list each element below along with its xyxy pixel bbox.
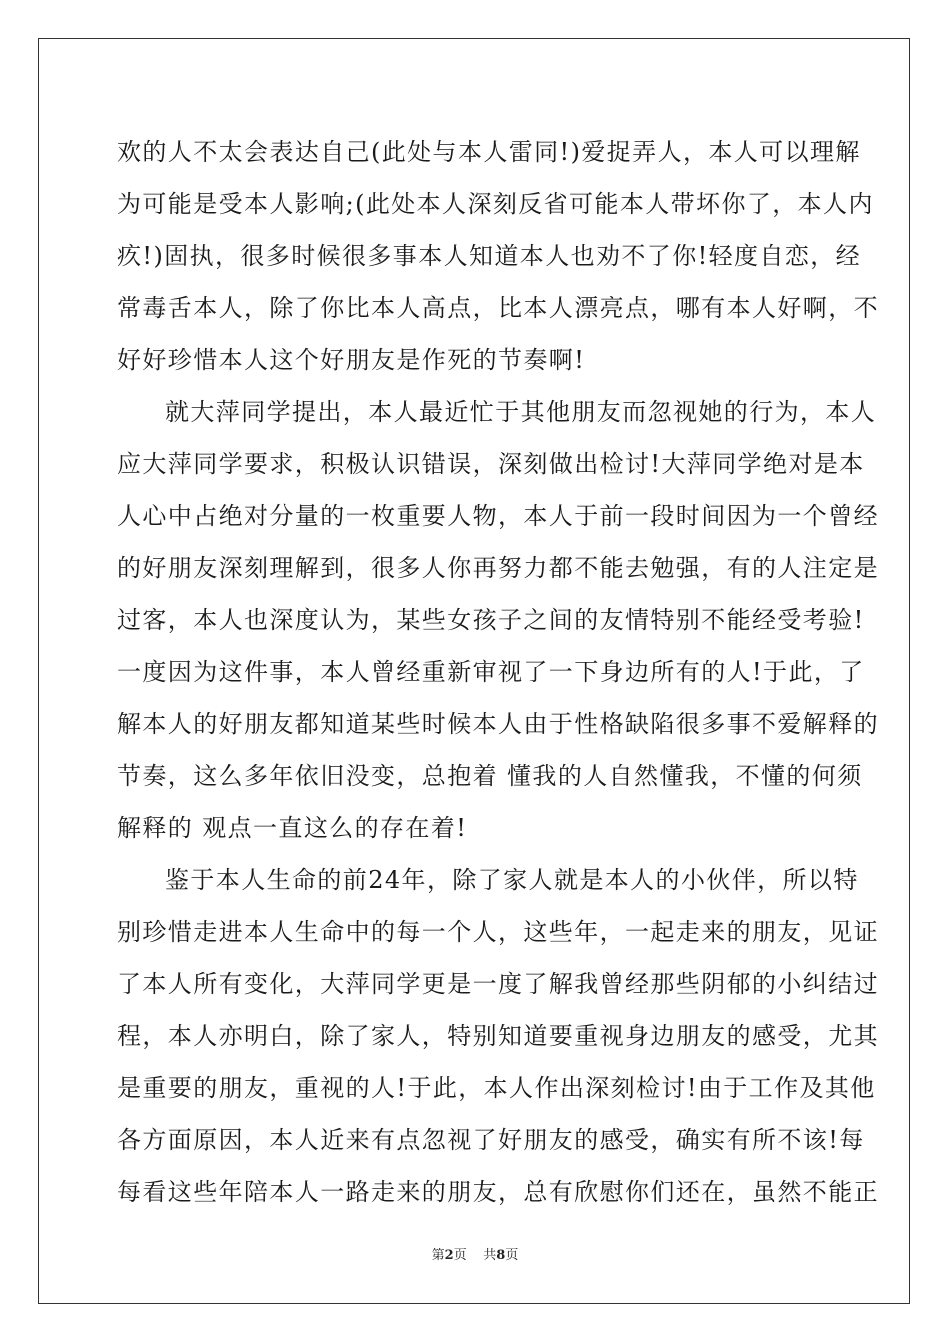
text-line: 常毒舌本人，除了你比本人高点，比本人漂亮点，哪有本人好啊，不 bbox=[117, 294, 879, 322]
page-number-label: 第2页 bbox=[431, 1248, 467, 1263]
text-line: 为可能是受本人影响;(此处本人深刻反省可能本人带坏你了，本人内 bbox=[117, 190, 874, 218]
paragraph bbox=[117, 126, 879, 386]
paragraph bbox=[117, 386, 879, 854]
text-line: 是重要的朋友，重视的人!于此，本人作出深刻检讨!由于工作及其他 bbox=[117, 1074, 876, 1102]
document-body bbox=[117, 126, 879, 1218]
text-line: 就大萍同学提出，本人最近忙于其他朋友而忽视她的行为，本人 bbox=[165, 398, 877, 426]
text-line: 每看这些年陪本人一路走来的朋友，总有欣慰你们还在，虽然不能正 bbox=[117, 1178, 879, 1206]
text-line: 好好珍惜本人这个好朋友是作死的节奏啊! bbox=[117, 346, 586, 374]
text-line: 一度因为这件事，本人曾经重新审视了一下身边所有的人!于此，了 bbox=[117, 658, 865, 686]
text-line: 的好朋友深刻理解到，很多人你再努力都不能去勉强，有的人注定是 bbox=[117, 554, 879, 582]
paragraph bbox=[117, 854, 879, 1218]
text-line: 程，本人亦明白，除了家人，特别知道要重视身边朋友的感受，尤其 bbox=[117, 1022, 879, 1050]
text-line: 解本人的好朋友都知道某些时候本人由于性格缺陷很多事不爱解释的 bbox=[117, 710, 879, 738]
text-line: 过客，本人也深度认为，某些女孩子之间的友情特别不能经受考验! bbox=[117, 606, 865, 634]
text-line: 应大萍同学要求，积极认识错误，深刻做出检讨!大萍同学绝对是本 bbox=[117, 450, 865, 478]
text-line: 别珍惜走进本人生命中的每一个人，这些年，一起走来的朋友，见证 bbox=[117, 918, 879, 946]
page-footer bbox=[0, 1244, 950, 1263]
text-line: 人心中占绝对分量的一枚重要人物，本人于前一段时间因为一个曾经 bbox=[117, 502, 879, 530]
page-total-label: 共8页 bbox=[483, 1248, 519, 1263]
text-line: 解释的 观点一直这么的存在着! bbox=[117, 814, 468, 842]
text-line: 节奏，这么多年依旧没变，总抱着 懂我的人自然懂我，不懂的何须 bbox=[117, 762, 863, 790]
text-line: 了本人所有变化，大萍同学更是一度了解我曾经那些阴郁的小纠结过 bbox=[117, 970, 879, 998]
text-line: 欢的人不太会表达自己(此处与本人雷同!)爱捉弄人，本人可以理解 bbox=[117, 138, 861, 166]
text-line: 鉴于本人生命的前24年，除了家人就是本人的小伙伴，所以特 bbox=[165, 866, 859, 894]
text-line: 各方面原因，本人近来有点忽视了好朋友的感受，确实有所不该!每 bbox=[117, 1126, 865, 1154]
text-line: 疚!)固执，很多时候很多事本人知道本人也劝不了你!轻度自恋，经 bbox=[117, 242, 862, 270]
